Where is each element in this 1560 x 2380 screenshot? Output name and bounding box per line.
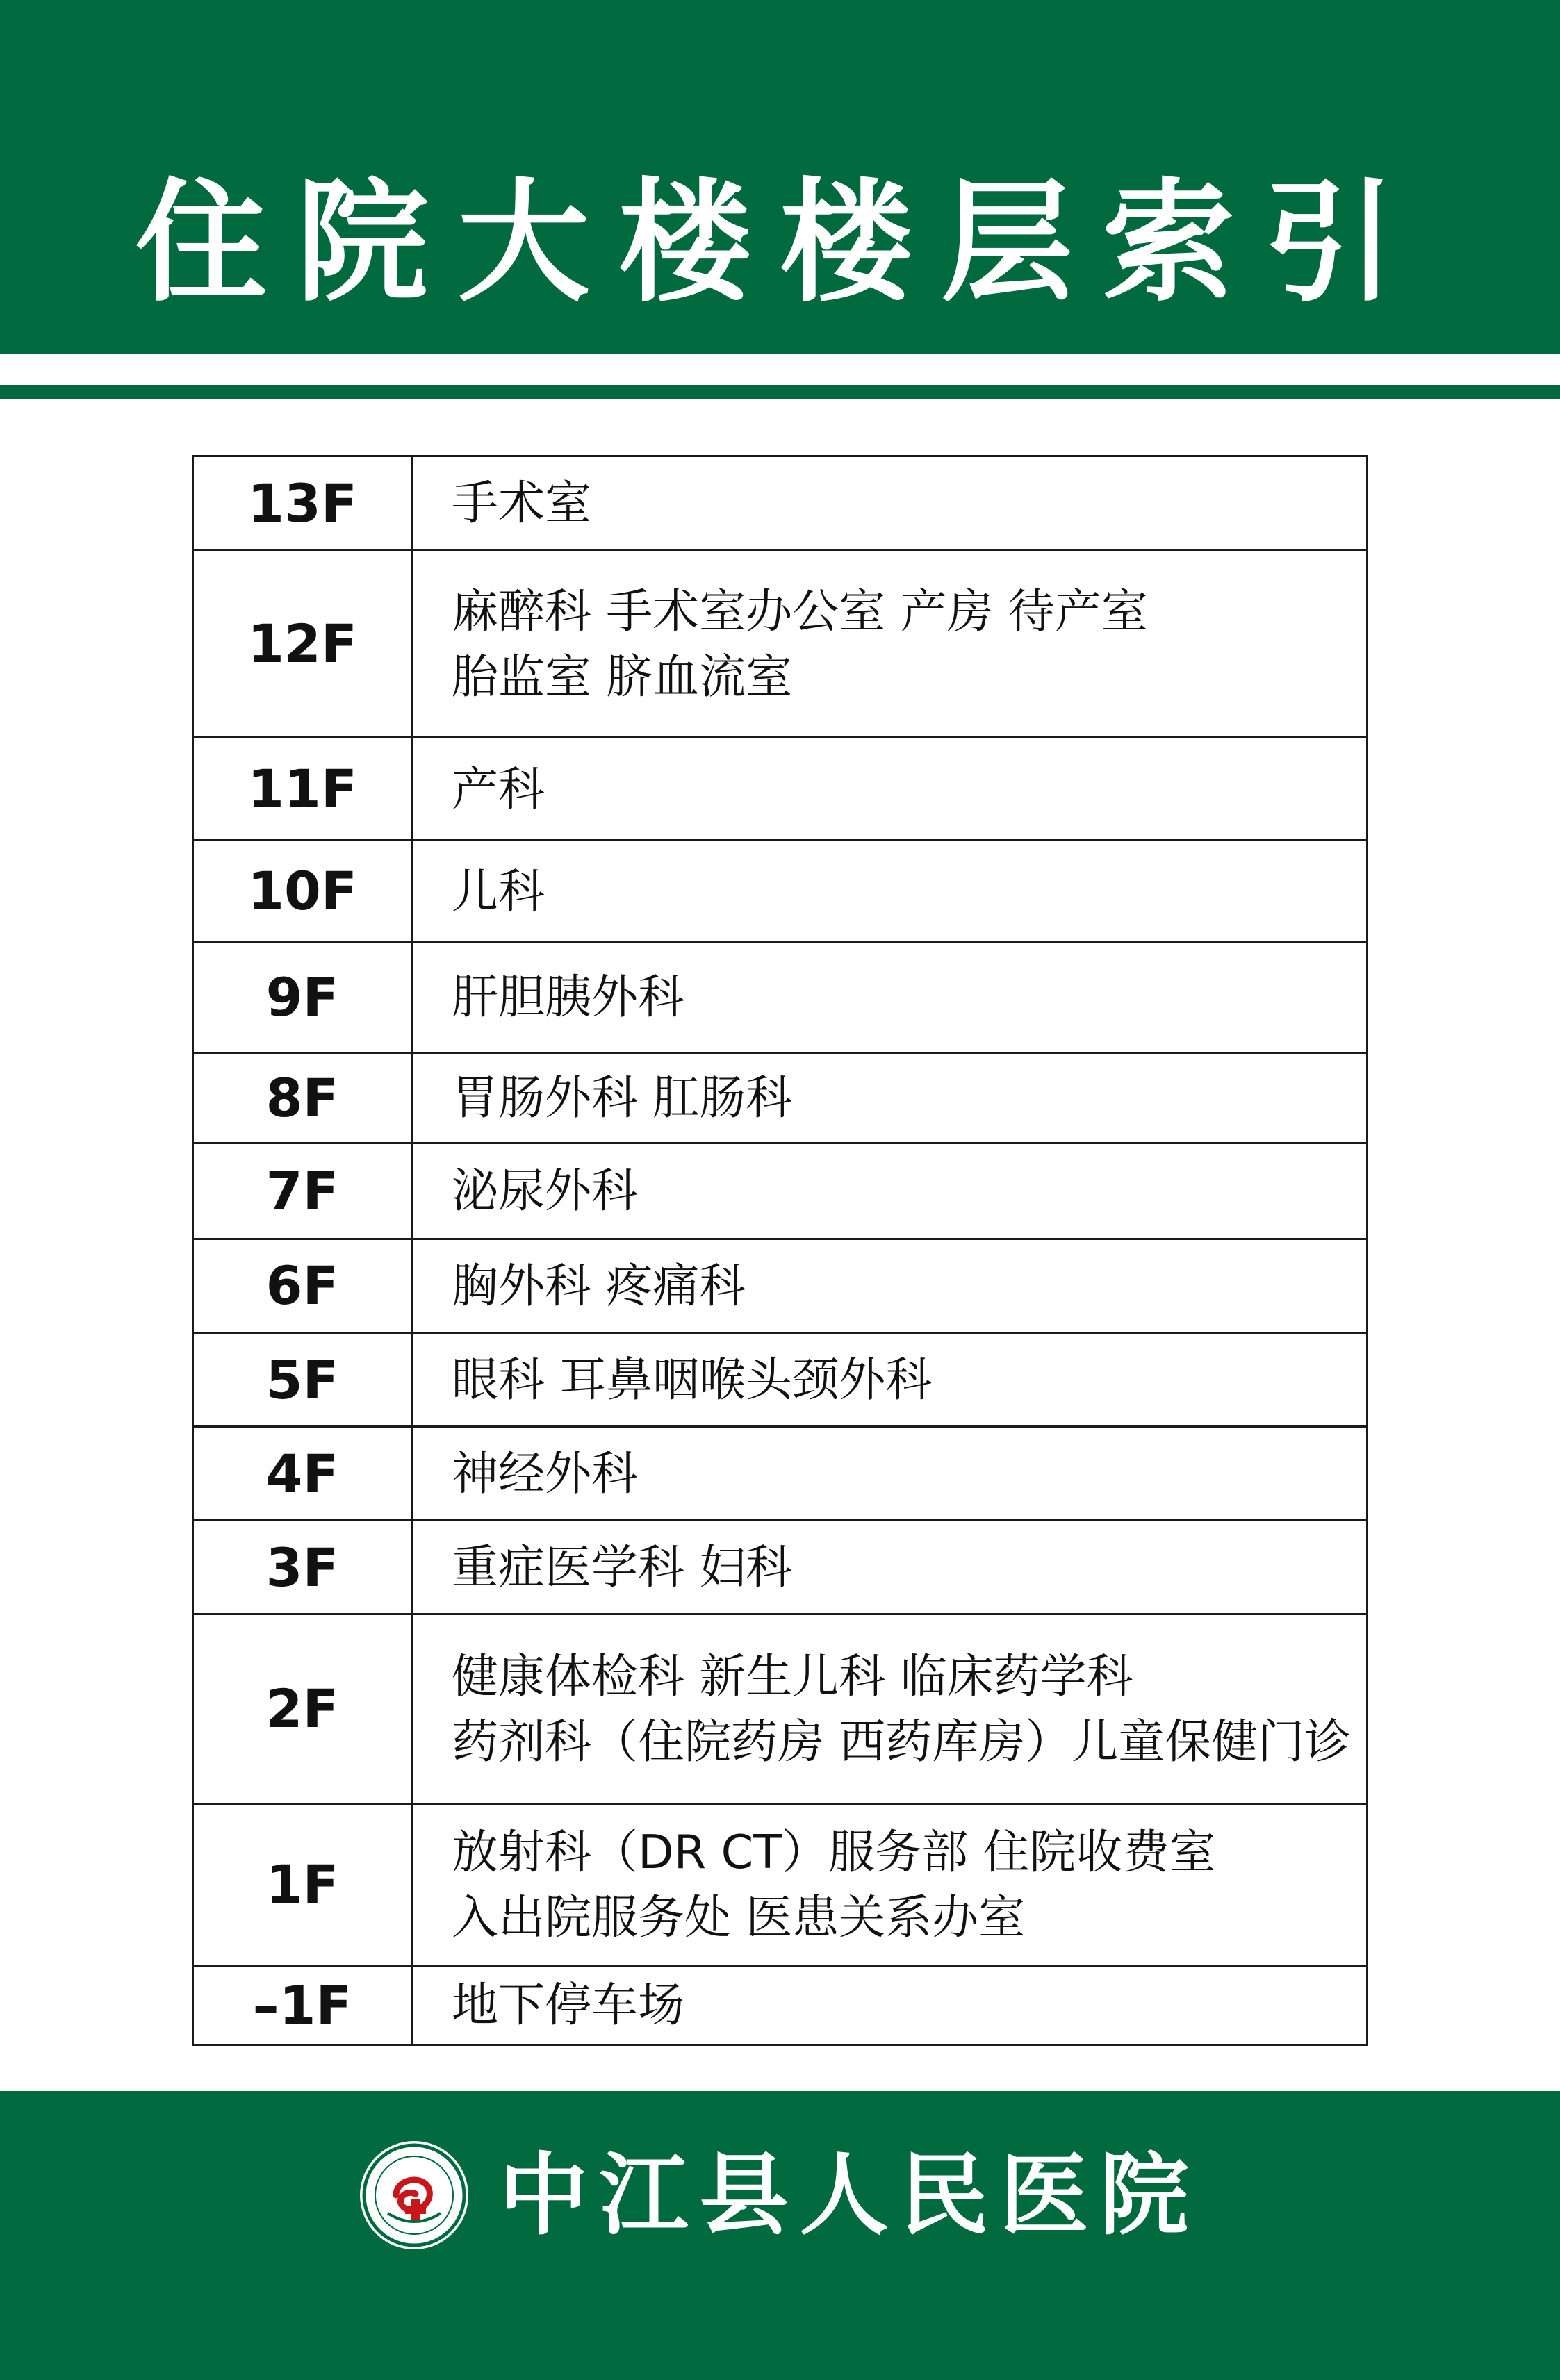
floor-row-4f <box>193 1427 1368 1521</box>
department-list <box>412 550 1368 738</box>
floor-label: 2F <box>193 1614 412 1803</box>
floor-label: 1F <box>193 1803 412 1965</box>
floor-row-8f <box>193 1052 1368 1143</box>
floor-row-13f <box>193 456 1368 550</box>
header-divider-white <box>0 354 1560 385</box>
department-line: 眼科 耳鼻咽喉头颈外科 <box>452 1353 933 1407</box>
floor-row-3f <box>193 1521 1368 1614</box>
department-list <box>412 1521 1368 1614</box>
department-list <box>412 1614 1368 1803</box>
footer-brand <box>0 2091 1560 2299</box>
department-line: 肝胆胰外科 <box>452 970 684 1025</box>
department-line: 产科 <box>452 761 545 816</box>
department-list <box>412 1427 1368 1521</box>
department-list <box>412 738 1368 841</box>
hospital-name: 中江县人民医院 <box>499 2143 1200 2247</box>
floor-label: –1F <box>193 1965 412 2044</box>
header-divider-green <box>0 385 1560 399</box>
floor-label: 7F <box>193 1143 412 1239</box>
department-line: 胸外科 疼痛科 <box>452 1258 746 1313</box>
department-line: 入出院服务处 医患关系办室 <box>452 1890 1026 1944</box>
department-list <box>412 1803 1368 1965</box>
floor-row-10f <box>193 841 1368 941</box>
floor-label: 6F <box>193 1239 412 1332</box>
department-list <box>412 456 1368 550</box>
department-list <box>412 1965 1368 2044</box>
floor-label: 13F <box>193 456 412 550</box>
floor-row-1f <box>193 1803 1368 1965</box>
page-title: 住院大楼楼层索引 <box>135 166 1425 320</box>
department-line: 健康体检科 新生儿科 临床药学科 <box>452 1648 1133 1703</box>
floor-label: 9F <box>193 941 412 1052</box>
department-line: 重症医学科 妇科 <box>452 1540 793 1595</box>
department-line: 泌尿外科 <box>452 1164 638 1218</box>
department-list <box>412 1239 1368 1332</box>
department-line: 地下停车场 <box>452 1978 684 2033</box>
floor-label: 8F <box>193 1052 412 1143</box>
department-list <box>412 941 1368 1052</box>
department-line: 麻醉科 手术室办公室 产房 待产室 <box>452 584 1148 638</box>
department-list <box>412 1052 1368 1143</box>
department-line: 儿科 <box>452 863 545 918</box>
department-line: 神经外科 <box>452 1446 638 1501</box>
department-line: 胃肠外科 肛肠科 <box>452 1071 793 1125</box>
hospital-emblem-icon <box>360 2141 468 2249</box>
floor-label: 3F <box>193 1521 412 1614</box>
floor-row-6f <box>193 1239 1368 1332</box>
floor-label: 4F <box>193 1427 412 1521</box>
floor-row-11f <box>193 738 1368 841</box>
footer-band <box>0 2091 1560 2380</box>
floor-row-2f <box>193 1614 1368 1803</box>
floor-row-5f <box>193 1333 1368 1427</box>
floor-label: 10F <box>193 841 412 941</box>
department-line: 药剂科（住院药房 西药库房）儿童保健门诊 <box>452 1714 1352 1769</box>
floor-row-7f <box>193 1143 1368 1239</box>
department-list <box>412 1143 1368 1239</box>
floor-label: 12F <box>193 550 412 738</box>
floor-row-12f <box>193 550 1368 738</box>
department-line: 胎监室 脐血流室 <box>452 649 793 704</box>
department-list <box>412 1333 1368 1427</box>
department-line: 手术室 <box>452 476 591 531</box>
floor-directory <box>192 455 1368 2046</box>
department-line: 放射科（DR CT）服务部 住院收费室 <box>452 1824 1216 1879</box>
department-list <box>412 841 1368 941</box>
floor-label: 5F <box>193 1333 412 1427</box>
floor-table <box>192 455 1368 2046</box>
floor-row-9f <box>193 941 1368 1052</box>
floor-row-b1 <box>193 1965 1368 2044</box>
floor-label: 11F <box>193 738 412 841</box>
